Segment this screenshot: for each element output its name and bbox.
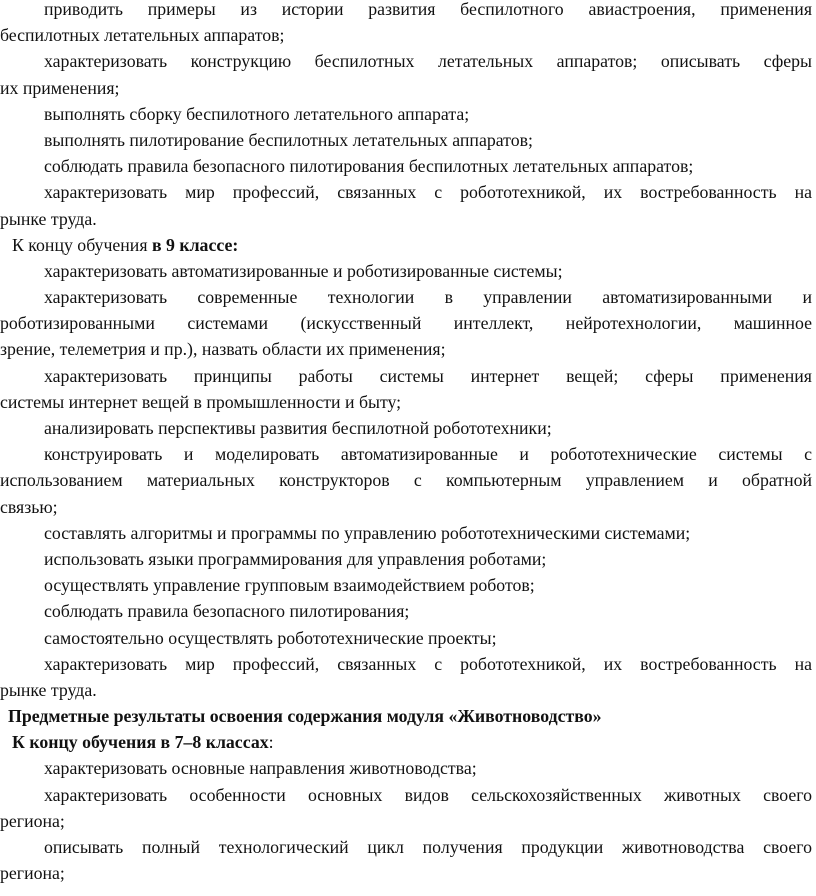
grade-9-heading-normal: К концу обучения [12, 234, 152, 255]
line-text: их применения; [0, 77, 120, 98]
text-line [0, 363, 816, 389]
line-text: соблюдать правила безопасного пилотирования беспилотных летательных аппаратов; [44, 156, 694, 177]
text-line [0, 755, 816, 781]
text-line [0, 441, 816, 467]
text-line [0, 284, 816, 310]
line-text: системы интернет вещей в промышленности и быту; [0, 391, 402, 412]
text-line [0, 415, 816, 441]
line-text: рынке труда. [0, 679, 97, 700]
text-line [0, 206, 816, 232]
line-text: региона; [0, 810, 65, 831]
line-text: составлять алгоритмы и программы по управлению робототехническими системами; [44, 522, 691, 543]
line-text: характеризовать мир профессий, связанных с робототехникой, их востребованность на [44, 653, 812, 674]
line-text: характеризовать особенности основных видов сельскохозяйственных животных своего [44, 784, 812, 805]
text-line [0, 520, 816, 546]
grade-9-heading [0, 232, 816, 258]
text-line [0, 572, 816, 598]
line-text: соблюдать правила безопасного пилотирования; [44, 601, 410, 622]
grade-7-8-heading-bold: К концу обучения в 7–8 классах [12, 732, 269, 753]
text-line [0, 48, 816, 74]
text-line [0, 467, 816, 493]
line-text: описывать полный технологический цикл получения продукции животноводства своего [44, 837, 812, 857]
text-line [0, 625, 816, 651]
paragraph-group-grade-9 [0, 258, 816, 703]
grade-7-8-heading [0, 729, 816, 755]
text-line [0, 677, 816, 703]
module-title [0, 703, 816, 729]
text-line [0, 101, 816, 127]
line-text: конструировать и моделировать автоматизированные и робототехнические системы с [44, 444, 812, 465]
line-text: приводить примеры из истории развития беспилотного авиастроения, применения [44, 0, 812, 19]
line-text: характеризовать автоматизированные и роботизированные системы; [44, 260, 563, 281]
text-line [0, 494, 816, 520]
text-line [0, 834, 816, 860]
line-text: рынке труда. [0, 208, 97, 229]
text-line [0, 0, 816, 22]
text-line [0, 310, 816, 336]
line-text: характеризовать современные технологии в управлении автоматизированными и [44, 287, 812, 308]
text-line [0, 651, 816, 677]
text-line [0, 127, 816, 153]
line-text: анализировать перспективы развития беспилотной робототехники; [44, 418, 552, 438]
text-line [0, 860, 816, 886]
module-title-text: Предметные результаты освоения содержания модуля «Животноводство» [8, 706, 602, 727]
paragraph-group-livestock [0, 755, 816, 886]
line-text: зрение, телеметрия и пр.), назвать области их применения; [0, 339, 446, 360]
text-line [0, 598, 816, 624]
text-line [0, 22, 816, 48]
text-line [0, 389, 816, 415]
paragraph-group-robotics-8 [0, 0, 816, 232]
text-line [0, 258, 816, 284]
line-text: использованием материальных конструкторов с компьютерным управлением и обратной [0, 470, 812, 491]
line-text: связью; [0, 496, 58, 517]
line-text: выполнять пилотирование беспилотных летательных аппаратов; [44, 129, 533, 150]
line-text: использовать языки программирования для управления роботами; [44, 548, 547, 569]
line-text: выполнять сборку беспилотного летательного аппарата; [44, 103, 470, 124]
grade-9-heading-bold: в 9 классе: [151, 234, 239, 255]
text-line [0, 75, 816, 101]
text-line [0, 782, 816, 808]
line-text: самостоятельно осуществлять робототехнические проекты; [44, 627, 497, 648]
text-line [0, 179, 816, 205]
line-text: характеризовать мир профессий, связанных с робототехникой, их востребованность на [44, 182, 812, 203]
line-text: характеризовать основные направления животноводства; [44, 758, 477, 779]
line-text: осуществлять управление групповым взаимодействием роботов; [44, 575, 535, 596]
text-line [0, 546, 816, 572]
line-text: региона; [0, 863, 65, 884]
grade-7-8-heading-normal: : [268, 732, 274, 753]
line-text: беспилотных летательных аппаратов; [0, 25, 285, 46]
text-line [0, 808, 816, 834]
text-line [0, 336, 816, 362]
line-text: характеризовать конструкцию беспилотных летательных аппаратов; описывать сферы [44, 51, 812, 72]
line-text: роботизированными системами (искусственный интеллект, нейротехнологии, машинное [0, 313, 812, 334]
line-text: характеризовать принципы работы системы интернет вещей; сферы применения [44, 365, 812, 386]
text-line [0, 153, 816, 179]
